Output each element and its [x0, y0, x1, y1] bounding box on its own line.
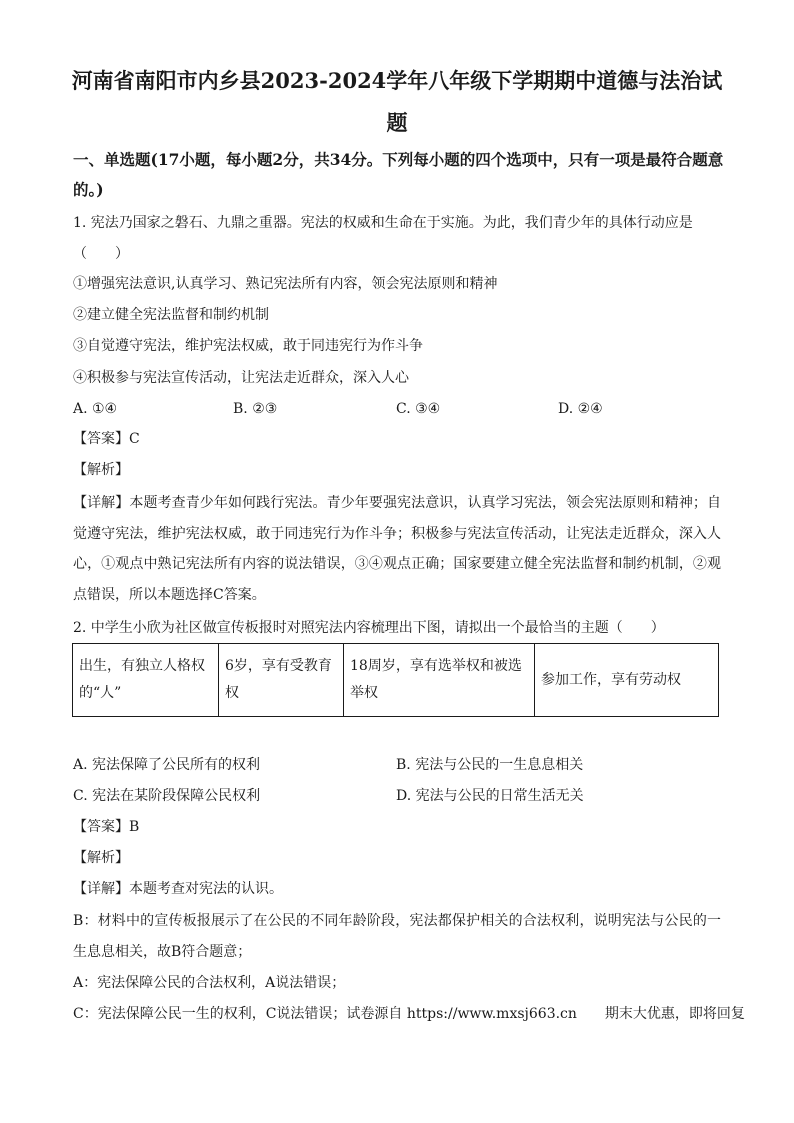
question-1-option-c: C. ③④	[396, 401, 441, 417]
question-1-item: ①增强宪法意识,认真学习、熟记宪法所有内容，领会宪法原则和精神	[73, 276, 498, 292]
question-2-option-d: D. 宪法与公民的日常生活无关	[396, 788, 584, 804]
question-2-option-c: C. 宪法在某阶段保障公民权利	[73, 788, 261, 804]
question-1-option-b: B. ②③	[233, 401, 278, 417]
question-1-answer: 【答案】C	[73, 431, 140, 447]
section-heading: 一、单选题(17小题，每小题2分，共34分。下列每小题的四个选项中，只有一项是最符合题意的。)	[73, 150, 724, 199]
question-2-explain-a: A：宪法保障公民的合法权利，A说法错误；	[73, 975, 346, 991]
question-2-table	[72, 643, 719, 717]
page-title-continued: 题	[386, 110, 408, 135]
question-2-option-a: A. 宪法保障了公民所有的权利	[73, 757, 261, 773]
question-1-option-d: D. ②④	[558, 401, 603, 417]
question-1-item: ②建立健全宪法监督和制约机制	[73, 307, 269, 323]
table-cell: 6岁，享有受教育权	[219, 644, 344, 717]
table-row	[73, 644, 719, 717]
question-2-option-b: B. 宪法与公民的一生息息相关	[396, 757, 584, 773]
question-1-bracket: （ ）	[73, 246, 129, 262]
question-1-item: ④积极参与宪法宣传活动，让宪法走近群众，深入人心	[73, 370, 409, 386]
question-2-analysis-label: 【解析】	[73, 850, 129, 866]
question-2-stem: 2. 中学生小欣为社区做宣传板报时对照宪法内容梳理出下图，请拟出一个最恰当的主题（ ）	[73, 620, 665, 636]
question-1-option-a: A. ①④	[73, 401, 118, 417]
question-1-detail: 【详解】本题考查青少年如何践行宪法。青少年要强宪法意识，认真学习宪法，领会宪法原则和精神；自觉遵守宪法，维护宪法权威，敢于同违宪行为作斗争；积极参与宪法宣传活动，让宪法走近群众，深入人心，①观点中熟记宪法所有内容的说法错误，③④观点正确；国家要建立健全宪法监督和制约机制，②观点错误，所以本题选择C答案。	[73, 495, 721, 603]
question-2-answer: 【答案】B	[73, 819, 140, 835]
question-2-explain-b: B：材料中的宣传板报展示了在公民的不同年龄阶段，宪法都保护相关的合法权利，说明宪法与公民的一生息息相关，故B符合题意；	[73, 913, 721, 960]
table-cell: 18周岁，享有选举权和被选举权	[344, 644, 535, 717]
table-cell: 出生，有独立人格权的“人”	[73, 644, 219, 717]
question-1-item: ③自觉遵守宪法，维护宪法权威，敢于同违宪行为作斗争	[73, 338, 423, 354]
question-1-stem: 1. 宪法乃国家之磐石、九鼎之重器。宪法的权威和生命在于实施。为此，我们青少年的具体行动应是	[73, 215, 693, 231]
question-1-analysis-label: 【解析】	[73, 462, 129, 478]
question-2-detail: 【详解】本题考查对宪法的认识。	[73, 881, 283, 897]
table-cell: 参加工作，享有劳动权	[535, 644, 719, 717]
page-title: 河南省南阳市内乡县2023-2024学年八年级下学期期中道德与法治试	[71, 68, 723, 93]
question-2-explain-c: C：宪法保障公民一生的权利，C说法错误；试卷源自 https://www.mxsj663.cn 期末大优惠，即将回复	[73, 1006, 745, 1022]
